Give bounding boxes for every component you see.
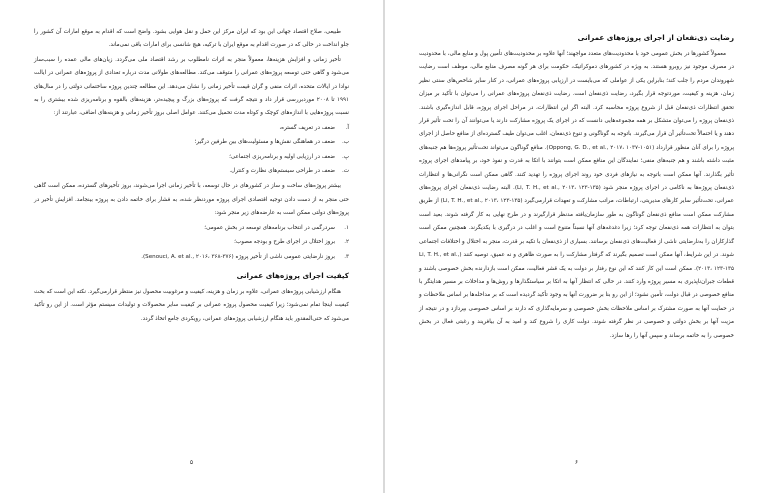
list-item: ۲. بروز اختلال در اجرای طرح و بودجه مصوب؛ [234, 239, 349, 246]
paragraph: طبیعی، صلاح اقتصاد جهانی این بود که ایران مرکز این حمل و نقل هوایی بشود. واضح است که اقدام به موقع امارات آن کشور را جلو انداخت در حالی که در صورت اقدام به موقع ایران با ترکیه، هیچ شانسی برای امارات باقی نمی‌ماند. [34, 29, 349, 49]
page-number: ۵ [189, 458, 194, 466]
list-item: آ. ضعف در تعریف گستره، [279, 124, 349, 131]
paragraph: بیشتر پروژه‌های ساخت و ساز در کشورهای در حال توسعه، با تأخیر زمانی اجرا می‌شوند، بروز تأخیرهای گسترده، ممکن است گاهی حتی منجر به از دست دادن توجیه اقتصادی اجرای پروژه موردنظر شده، به فشار برای خاتمه دادن به پروژه بینجامد. افزایش تأخیر در پروژه‌های دولتی ممکن است به عارضه‌های زیر منجر شود: [34, 183, 349, 217]
page-number: ۶ [574, 458, 579, 466]
effects-list [34, 222, 349, 264]
list-item: پ. ضعف در ارزیابی اولیه و برنامه‌ریزی اجتماعی؛ [229, 153, 349, 160]
paragraph: تأخیر زمانی و افزایش هزینه‌ها، معمولاً منجر به اثرات نامطلوب بر رشد اقتصاد ملی می‌گردد. زیان‌های مالی عمده را سبب‌ساز می‌شود و گاهی حتی توسعه پروژه‌های عمرانی را متوقف می‌کند. مطالعه‌های طولانی مدت درباره تعدادی از پروژه‌های عمرانی در ایالت نوادا در ایالات متحده، اثرات منفی و گران قیمت تأخیر زمانی را نشان می‌دهد. این مطالعه چندین پروژه ساختمانی دولتی را در سال‌های ۱۹۹۱ تا ۲۰۰۸ موردبررسی قرار داد و نتیجه گرفت که پروژه‌های بزرگ و پیچیده‌تر، هزینه‌های بالقوه و برنامه‌ریزی شده بیشتری را به نسبت پروژه‌هایی با اندازه‌های کوچک و کوتاه مدت تحمیل می‌کنند. عوامل اصلی بروز تأخیر زمانی و هزینه‌های اضافی، عبارتند از: [34, 56, 349, 117]
causes-list [34, 122, 349, 179]
section-heading: رضایت ذی‌نفعان از اجرای پروژه‌های عمرانی [577, 33, 734, 42]
paragraph: معمولاً کشورها در بخش عمومی خود با محدودیت‌های متعدد مواجهند؛ آنها علاوه بر محدودیت‌های تأمین پول و منابع مالی، با محدودیت در مصرف موجود نیز روبرو هستند. به ویژه در کشورهای دموکراتیک، حکومت برای هر گونه مصرف منابع مالی، موظف است رضایت شهروندان مردم را جلب کند؛ بنابراین یکی از عواملی که می‌بایست در ارزیابی پروژه‌های عمرانی، در کنار سایر شاخص‌های سنتی نظیر زمان، هزینه و کیفیت، موردتوجه قرار بگیرد، رضایت ذی‌نفعان است. رضایت ذی‌نفعان پروژه‌های عمرانی را می‌توان با تأکید بر میزان تحقق انتظارات ذی‌نفعان قبل از شروع پروژه محاسبه کرد. البته اگر این انتظارات، در مراحل اجرای پروژه، قابل اندازه‌گیری باشند. ذی‌نفعان پروژه را می‌توان متشکل بر همه مجموعه‌هایی دانست که در اجرای یک پروژه مشارکت دارند یا می‌توانند آن را تحت تأثیر قرار دهند و یا احتمالاً تحت‌تأثیر آن قرار می‌گیرند. باتوجه به گوناگونی و تنوع ذی‌نفعان، اغلب می‌توان طیف گسترده‌ای از منافع حاصل از اجرای پروژه را برای آنان منظور قرارداد (Oppong, G. D., et al., ۲۰۱۷، ۱۰۳۷-۱۰۵۱). منافع گوناگون می‌تواند تحت‌تأثیر پروژه‌ها هم جنبه‌های مثبت داشته باشند و هم جنبه‌های منفی؛ نمایندگان این منافع ممکن است بتوانند با اتکا به قدرت و نفوذ خود، بر پیامدهای اجرای پروژه تأثیر بگذارند. آنها ممکن است باتوجه به نیازهای فردی خود روند اجرای پروژه را تهدید کنند. گاهی ممکن است نگرانی‌ها و انتظارات ذی‌نفعان پروژه‌ها به ناکامی در اجرای پروژه منجر شود (Li, T. H., et al., ۲۰۱۳، ۱۲۳-۱۳۵). البته رضایت ذی‌نفعان اجرای پروژه‌های عمرانی، تحت‌تأثیر سایر کارهای مدیریتی، ارتباطات، مراتب مشارکت و تعهدات قرارمی‌گیرد (Li, T. H., et al., ۲۰۱۳، ۱۲۳-۱۳۵) از طریق مشارکت ممکن است منافع ذی‌نفعان گوناگون به طور سازمان‌یافته مدنظر قرارگیرند و در طرح نهایی به کار گرفته شوند. بعید است بتوان به انتظارات همه ذی‌نفعان توجه کرد؛ زیرا دغدغه‌های آنها نسبتاً متنوع است و اغلب در درگیری با یکدیگرند. همچنین ممکن است گذارکاران را به‌نارضایتی ناشی از فعالیت‌های ذی‌نفعان برسانند. بسیاری از ذی‌نفعان با تکیه بر قدرت، منجر به اختلال و اختلافات اجتماعی شوند. در این شرایط، آنها ممکن است تصمیم بگیرند که گرفتار مشارکت را به صورت ظاهری و نه عمیق، توصیه کنند (Li, T. H., et al., ۲۰۱۳، ۱۲۳-۱۳۵). ممکن است این کار کنند که این نوع رفتار بر دولت به یک قشر فعالیت، ممکن است بازدارنده بخش خصوصی باشند و قطعات جبران‌ناپذیری به مسیر پروژه وارد کنند. در حالی که انتظار آنها به اتکا بر سیاستگذار‌ها و روش‌ها و مداخلات بر مسیر هدایتگر با منافع خصوصی در قبال دولت، تأمین نشود؛ از این رو بنا بر ضرورت آنها به وجود تأکید گردیده است که بر مداخله‌ها بر اساس ملاحظات و در حمایت آنها به صورت مشترک بر اساس ملاحظات بخش خصوصی و سرمایه‌گذاری که دارند بر اساس خصوصی بپردازد و در نتیجه از مزیت آنها بر بخش دولتی و خصوصی در نظر گرفته شوند. دولت کاری را شروع کند و امید به آن بیافریند و رغبتی فعال در بخش خصوصی را به خاتمه برساند و سپس آنها را رها سازد. [419, 51, 735, 339]
paragraph: هنگام ارزشیابی پروژه‌های عمرانی، علاوه بر زمان و هزینه، کیفیت و مرغوبیت محصول نیز منتظر قرارمی‌گیرد. نکته این است که بحث کیفیت اینجا تمام نمی‌شود؛ زیرا کیفیت محصول پروژه عمرانی بر کیفیت سایر محصولات و تولیدات سیستم مؤثر است. از این رو تأکید می‌شود که حتی‌المقدور باید هنگام ارزشیابی پروژه‌های عمرانی، رویکردی جامع اتخاذ گردد. [34, 288, 349, 322]
list-item: ب. ضعف در هماهنگی نقش‌ها و مسئولیت‌های بین طرفین درگیر؛ [194, 139, 349, 146]
list-item: ۱. سردرگمی در انتخاب برنامه‌های توسعه در بخش عمومی؛ [204, 224, 349, 231]
section-heading: کیفیت اجرای پروژه‌های عمرانی [236, 270, 349, 280]
left-page [0, 0, 383, 493]
list-item: ۳. بروز نارضایتی عمومی ناشی از تأخیر پروژه (Senouci, A. et al., ۲۰۱۶، ۳۶۸-۳۷۶). [141, 253, 349, 260]
list-item: ت. ضعف در طراحی سیستم‌های نظارت و کنترل. [229, 168, 349, 175]
right-page [385, 0, 768, 493]
